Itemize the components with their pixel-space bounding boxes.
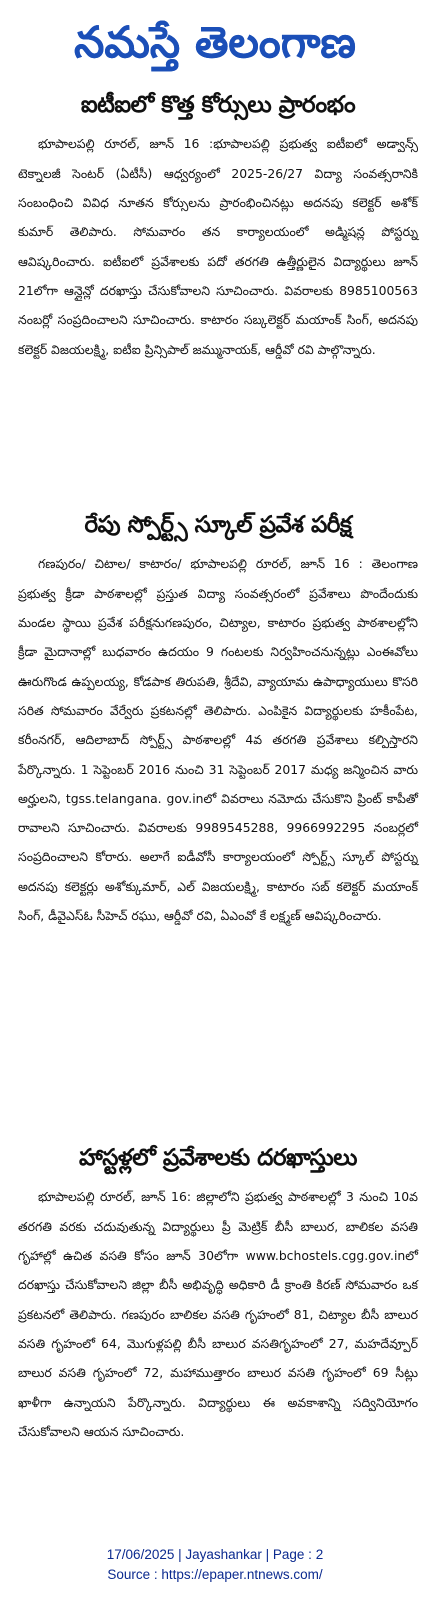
article-headline: ఐటీఐలో కొత్త కోర్సులు ప్రారంభం: [80, 92, 356, 118]
article-hostel-admissions: [18, 1145, 418, 1446]
footer-source: Source : https://epaper.ntnews.com/: [107, 1567, 323, 1582]
footer-date-edition: 17/06/2025 | Jayashankar | Page : 2: [106, 1547, 324, 1562]
article-sports-school-entrance: [18, 512, 418, 930]
masthead: [8, 6, 422, 80]
article-body: గణపురం/ చిటాల/ కాటారం/ భూపాలపల్లి రూరల్, జూన్ 16 : తెలంగాణ ప్రభుత్వ క్రీడా పాఠశాలల్లో ప్రస్తుత విద్యా సంవత్సరంలో ప్రవేశాలు పొందేందుకు మండల స్థాయి ప్రవేశ పరీక్షనుగణపురం, చిట్యాల, కాటారం ప్రభుత్వ పాఠశాలల్లోని క్రీడా మైదానాల్లో బుధవారం ఉదయం 9 గంటలకు నిర్వహించనున్నట్లు ఎంఈవోలు ఊరుగొండ ఉప్పలయ్య, కోడపాక తిరుపతి, శ్రీదేవి, వ్యాయామ ఉపాధ్యాయులు కొసరి సరిత సోమవారం వేర్వేరు ప్రకటనల్లో తెలిపారు. ఎంపికైన విద్యార్థులకు హకీంపేట, కరీంనగర్, ఆదిలాబాద్ స్పోర్ట్స్ పాఠశాలల్లో 4వ తరగతి ప్రవేశాలు కల్పిస్తారని పేర్కొన్నారు. 1 సెప్టెంబర్ 2016 నుంచి 31 సెప్టెంబర్ 2017 మధ్య జన్మించిన వారు అర్హులని, tgss.telangana. gov.inలో వివరాలు నమోదు చేసుకొని ప్రింట్ కాపీతో రావాలని సూచించారు. వివరాలకు 9989545288, 9966992295 నంబర్లలో సంప్రదించాలని కోరారు. అలాగే ఐడీవోసీ కార్యాలయంలో స్పోర్ట్స్ స్కూల్ పోస్టర్ను అదనపు కలెక్టర్లు అశోక్కుమార్, ఎల్ విజయలక్ష్మి, కాటారం సబ్ కలెక్టర్ మయాంక్ సింగ్, డీవైఎస్ఓ సీహెచ్ రఘు, ఆర్డీవో రవి, ఏఎంవో కే లక్ష్మణ్ ఆవిష్కరించారు.: [18, 556, 418, 923]
article-iti-courses: [18, 92, 418, 364]
masthead-title: నమస్తే తెలంగాణ: [74, 17, 356, 68]
page-footer: [0, 1545, 430, 1585]
article-headline: రేపు స్పోర్ట్స్ స్కూల్ ప్రవేశ పరీక్ష: [84, 512, 352, 538]
article-body: భూపాలపల్లి రూరల్, జూన్ 16 :భూపాలపల్లి ప్రభుత్వ ఐటీఐలో అడ్వాన్స్ టెక్నాలజీ సెంటర్ (ఏటీసీ) ఆధ్వర్యంలో 2025-26/27 విద్యా సంవత్సరానికి సంబంధించి వివిధ నూతన కోర్సులను ప్రారంభించినట్లు అదనపు కలెక్టర్ అశోక్ కుమార్ తెలిపారు. సోమవారం తన కార్యాలయంలో అడ్మిషన్ల పోస్టర్ను ఆవిష్కరించారు. ఐటీఐలో ప్రవేశాలకు పదో తరగతి ఉత్తీర్ణులైన విద్యార్థులు జూన్ 21లోగా ఆన్లైన్లో దరఖాస్తు చేసుకోవాలని సూచించారు. వివరాలకు 8985100563 నంబర్లో సంప్రదించాలని సూచించారు. కాటారం సబ్కలెక్టర్ మయాంక్ సింగ్, అదనపు కలెక్టర్ విజయలక్ష్మి, ఐటీఐ ప్రిన్సిపాల్ జమ్మునాయక్, ఆర్డీవో రవి పాల్గొన్నారు.: [18, 136, 418, 357]
articles-area: [0, 92, 430, 1532]
article-headline: హాస్టళ్లలో ప్రవేశాలకు దరఖాస్తులు: [79, 1145, 357, 1171]
article-body: భూపాలపల్లి రూరల్, జూన్ 16: జిల్లాలోని ప్రభుత్వ పాఠశాలల్లో 3 నుంచి 10వ తరగతి వరకు చదువుతున్న విద్యార్థులు ప్రీ మెట్రిక్ బీసీ బాలుర, బాలికల వసతి గృహాల్లో ఉచిత వసతి కోసం జూన్ 30లోగా www.bchostels.cgg.gov.inలో దరఖాస్తు చేసుకోవాలని జిల్లా బీసీ అభివృద్ధి అధికారి డీ క్రాంతి కిరణ్ సోమవారం ఒక ప్రకటనలో తెలిపారు. గణపురం బాలికల వసతి గృహంలో 81, చిట్యాల బీసీ బాలుర వసతి గృహంలో 64, మొగుళ్లపల్లి బీసీ బాలుర వసతిగృహంలో 27, మహదేవ్పూర్ బాలుర వసతి గృహంలో 72, మహాముత్తారం బాలుర వసతి గృహంలో 69 సీట్లు ఖాళీగా ఉన్నాయని పేర్కొన్నారు. విద్యార్థులు ఈ అవకాశాన్ని సద్వినియోగం చేసుకోవాలని ఆయన సూచించారు.: [18, 1189, 418, 1439]
